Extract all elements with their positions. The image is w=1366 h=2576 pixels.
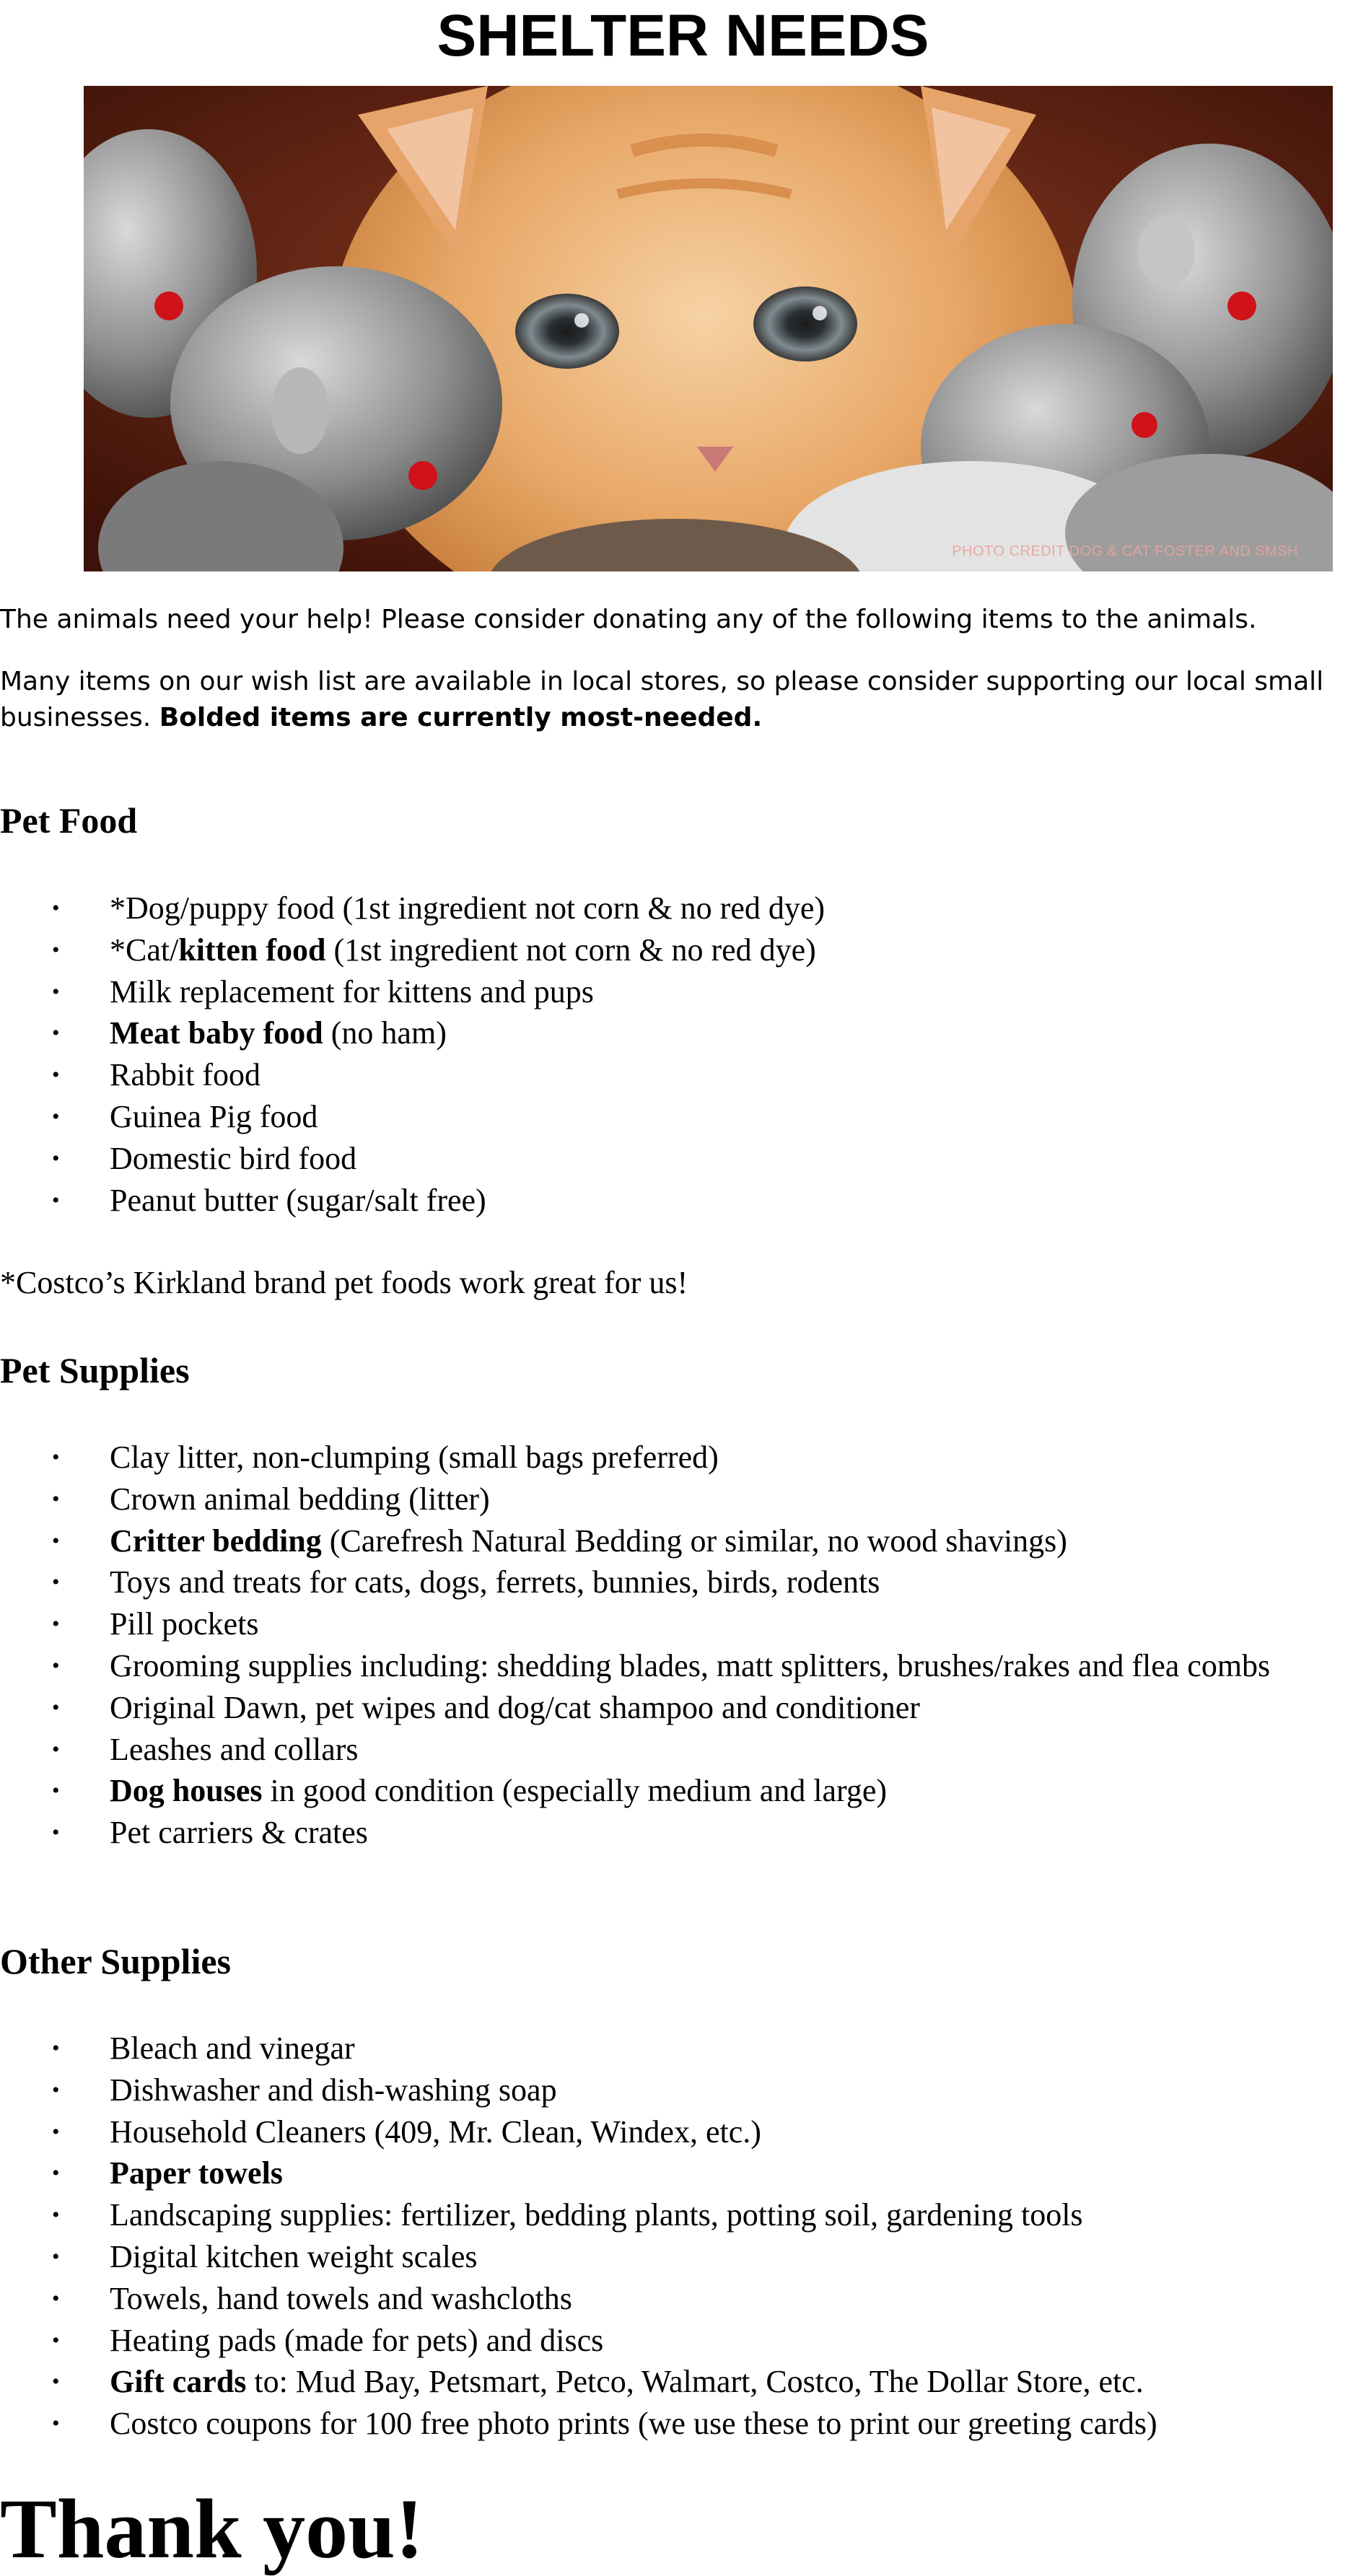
list-item [0, 1561, 1366, 1603]
list-item [0, 2111, 1366, 2153]
kitten-with-toy-mice-image [84, 86, 1333, 571]
list-item-text-after: to: Mud Bay, Petsmart, Petco, Walmart, Costco, The Dollar Store, etc. [246, 2364, 1144, 2400]
list-item-bold: Dog houses [110, 1773, 263, 1809]
list-item-bold: Gift cards [110, 2364, 247, 2400]
photo-credit: PHOTO CREDIT DOG & CAT FOSTER AND SMSH [952, 543, 1298, 559]
list-item-text: Heating pads (made for pets) and discs [110, 2322, 604, 2358]
bullet-icon: • [52, 1063, 60, 1087]
bullet-icon: • [52, 1188, 60, 1212]
list-item [0, 1096, 1366, 1138]
bullet-icon: • [52, 2077, 60, 2102]
intro-line-1: The animals need your help! Please consider donating any of the following items to the animals. [0, 605, 1257, 634]
list-item-text: Towels, hand towels and washcloths [110, 2280, 572, 2316]
list-item-text: Domestic bird food [110, 1140, 357, 1176]
list-item [0, 2236, 1366, 2278]
list-item-text: Rabbit food [110, 1057, 260, 1093]
bullet-icon: • [52, 1486, 60, 1511]
list-item [0, 2194, 1366, 2236]
list-item-text-after: (no ham) [323, 1015, 447, 1051]
list-item [0, 1437, 1366, 1478]
list-item-bold: Critter bedding [110, 1523, 322, 1559]
bullet-icon: • [52, 1021, 60, 1046]
bullet-icon: • [52, 2244, 60, 2269]
list-item [0, 1729, 1366, 1771]
bullet-icon: • [52, 2286, 60, 2310]
list-item [0, 1645, 1366, 1687]
list-item [0, 1770, 1366, 1812]
list-item-text: Digital kitchen weight scales [110, 2238, 478, 2274]
bullet-icon: • [52, 2370, 60, 2394]
thank-you-text: Thank you! [0, 2481, 424, 2576]
list-item [0, 2152, 1366, 2194]
bullet-icon: • [52, 1695, 60, 1719]
list-item-text: Pill pockets [110, 1606, 259, 1642]
list-item [0, 1520, 1366, 1562]
list-item-text: Landscaping supplies: fertilizer, bedding plants, potting soil, gardening tools [110, 2197, 1083, 2233]
list-item-text: Bleach and vinegar [110, 2030, 355, 2066]
pet-food-list [0, 888, 1366, 1221]
bullet-icon: • [52, 1104, 60, 1129]
list-item-text: Clay litter, non-clumping (small bags preferred) [110, 1440, 719, 1475]
list-item-text: Crown animal bedding (litter) [110, 1481, 490, 1517]
list-item [0, 929, 1366, 971]
list-item-bold: Meat baby food [110, 1015, 323, 1051]
bullet-icon: • [52, 1821, 60, 1845]
list-item [0, 888, 1366, 929]
list-item [0, 2403, 1366, 2445]
bullet-icon: • [52, 2203, 60, 2227]
list-item-text: Dishwasher and dish-washing soap [110, 2072, 557, 2108]
hero-image [84, 86, 1333, 571]
list-item [0, 2361, 1366, 2403]
intro-line-2 [0, 664, 1366, 736]
pet-supplies-list [0, 1437, 1366, 1854]
list-item [0, 1180, 1366, 1222]
list-item [0, 1138, 1366, 1180]
list-item-text: *Cat/ [110, 932, 179, 968]
list-item-text: Leashes and collars [110, 1731, 359, 1767]
list-item-text: *Dog/puppy food (1st ingredient not corn & no red dye) [110, 890, 826, 926]
list-item [0, 1012, 1366, 1054]
list-item [0, 2278, 1366, 2320]
list-item [0, 1687, 1366, 1729]
list-item [0, 1054, 1366, 1096]
list-item-text: Toys and treats for cats, dogs, ferrets, bunnies, birds, rodents [110, 1564, 880, 1600]
bullet-icon: • [52, 937, 60, 962]
bullet-icon: • [52, 979, 60, 1004]
bullet-icon: • [52, 1528, 60, 1553]
list-item-text: Costco coupons for 100 free photo prints (we use these to print our greeting cards) [110, 2406, 1157, 2442]
intro-line-2-bold: Bolded items are currently most-needed. [159, 703, 763, 732]
bullet-icon: • [52, 2036, 60, 2060]
section-heading-other-supplies: Other Supplies [0, 1941, 231, 1981]
bullet-icon: • [52, 896, 60, 920]
list-item-text-after: (Carefresh Natural Bedding or similar, no wood shavings) [321, 1523, 1067, 1559]
list-item-text: Pet carriers & crates [110, 1815, 368, 1851]
list-item [0, 1478, 1366, 1520]
other-supplies-list [0, 2028, 1366, 2445]
list-item [0, 1812, 1366, 1854]
bullet-icon: • [52, 1445, 60, 1469]
bullet-icon: • [52, 1570, 60, 1595]
list-item-text: Household Cleaners (409, Mr. Clean, Windex, etc.) [110, 2113, 761, 2150]
costco-note: *Costco’s Kirkland brand pet foods work great for us! [0, 1265, 688, 1300]
list-item-text: Milk replacement for kittens and pups [110, 973, 594, 1009]
bullet-icon: • [52, 2161, 60, 2186]
bullet-icon: • [52, 1146, 60, 1170]
list-item-text: Grooming supplies including: shedding blades, matt splitters, brushes/rakes and flea combs [110, 1647, 1271, 1683]
bullet-icon: • [52, 1737, 60, 1761]
bullet-icon: • [52, 2411, 60, 2436]
list-item-text-after: (1st ingredient not corn & no red dye) [325, 932, 816, 968]
bullet-icon: • [52, 2119, 60, 2144]
intro-line-2-text: Many items on our wish list are available in local stores, so please consider supporting our local small businesses. [0, 667, 1324, 732]
list-item-text: Guinea Pig food [110, 1098, 318, 1134]
section-heading-pet-supplies: Pet Supplies [0, 1350, 190, 1390]
bullet-icon: • [52, 2328, 60, 2352]
bullet-icon: • [52, 1612, 60, 1637]
list-item [0, 1603, 1366, 1645]
section-heading-pet-food: Pet Food [0, 800, 138, 841]
list-item [0, 2028, 1366, 2069]
list-item-text: Peanut butter (sugar/salt free) [110, 1182, 486, 1218]
page-title: SHELTER NEEDS [437, 3, 929, 69]
list-item-text-after: in good condition (especially medium and large) [262, 1773, 888, 1809]
list-item [0, 2069, 1366, 2111]
list-item-bold: Paper towels [110, 2155, 283, 2191]
list-item [0, 2320, 1366, 2362]
list-item-bold: kitten food [178, 932, 326, 968]
list-item-text: Original Dawn, pet wipes and dog/cat shampoo and conditioner [110, 1689, 920, 1725]
bullet-icon: • [52, 1779, 60, 1803]
bullet-icon: • [52, 1653, 60, 1678]
list-item [0, 971, 1366, 1013]
